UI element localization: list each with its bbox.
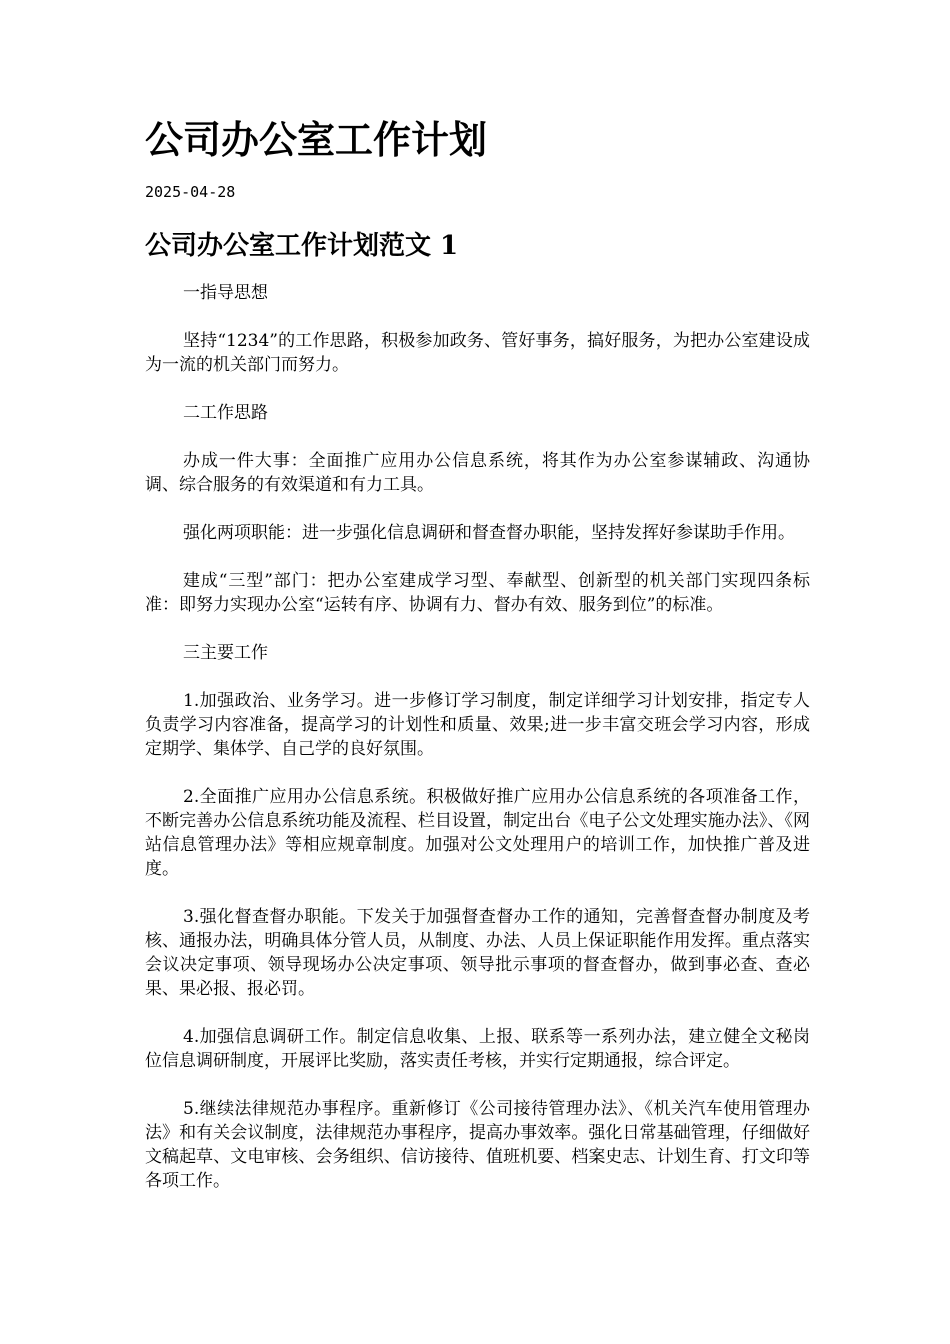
paragraph: 办成一件大事：全面推广应用办公信息系统，将其作为办公室参谋辅政、沟通协调、综合服务的有效渠道和有力工具。 bbox=[145, 451, 810, 495]
list-item: 5.继续法律规范办事程序。重新修订《公司接待管理办法》、《机关汽车使用管理办法》和有关会议制度，法律规范办事程序，提高办事效率。强化日常基础管理，仔细做好文稿起草、文电审核、会务组织、信访接待、值班机要、档案史志、计划生育、打文印等各项工作。 bbox=[145, 1099, 810, 1191]
heading-work-approach: 二工作思路 bbox=[183, 403, 268, 423]
paragraph: 坚持“1234”的工作思路，积极参加政务、管好事务，搞好服务，为把办公室建设成为一流的机关部门而努力。 bbox=[145, 331, 810, 375]
document-body bbox=[145, 281, 810, 1217]
heading-guiding-thought: 一指导思想 bbox=[183, 283, 268, 303]
document-date: 2025-04-28 bbox=[145, 183, 236, 201]
list-item: 1.加强政治、业务学习。进一步修订学习制度，制定详细学习计划安排，指定专人负责学习内容准备，提高学习的计划性和质量、效果;进一步丰富交班会学习内容，形成定期学、集体学、自己学的良好氛围。 bbox=[145, 691, 810, 759]
paragraph: 建成“三型”部门：把办公室建成学习型、奉献型、创新型的机关部门实现四条标准：即努力实现办公室“运转有序、协调有力、督办有效、服务到位”的标准。 bbox=[145, 571, 810, 615]
paragraph: 强化两项职能：进一步强化信息调研和督查督办职能，坚持发挥好参谋助手作用。 bbox=[183, 523, 795, 543]
list-item: 2.全面推广应用办公信息系统。积极做好推广应用办公信息系统的各项准备工作，不断完善办公信息系统功能及流程、栏目设置，制定出台《电子公文处理实施办法》、《网站信息管理办法》等相应规章制度。加强对公文处理用户的培训工作，加快推广普及进度。 bbox=[145, 787, 810, 879]
section-title: 公司办公室工作计划范文 1 bbox=[145, 231, 459, 261]
list-item: 4.加强信息调研工作。制定信息收集、上报、联系等一系列办法，建立健全文秘岗位信息调研制度，开展评比奖励，落实责任考核，并实行定期通报，综合评定。 bbox=[145, 1027, 810, 1071]
document-title: 公司办公室工作计划 bbox=[145, 117, 488, 162]
list-item: 3.强化督查督办职能。下发关于加强督查督办工作的通知，完善督查督办制度及考核、通报办法，明确具体分管人员，从制度、办法、人员上保证职能作用发挥。重点落实会议决定事项、领导现场办公决定事项、领导批示事项的督查督办，做到事必查、查必果、果必报、报必罚。 bbox=[145, 907, 810, 999]
heading-main-work: 三主要工作 bbox=[183, 643, 268, 663]
